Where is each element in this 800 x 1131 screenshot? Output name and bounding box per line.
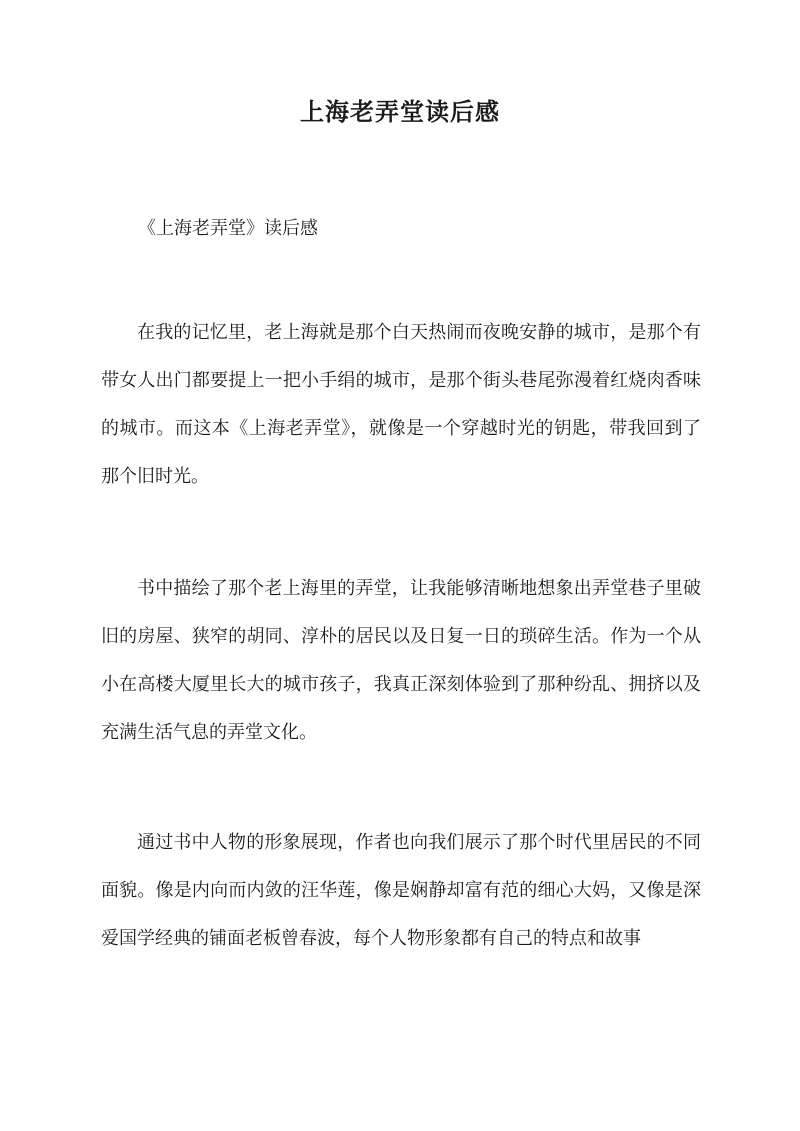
paragraph-1: 在我的记忆里，老上海就是那个白天热闹而夜晚安静的城市，是那个有带女人出门都要提上一把小手绢的城市，是那个街头巷尾弥漫着红烧肉香味的城市。而这本《上海老弄堂》，就像是一个穿越时光的钥匙，带我回到了那个旧时光。: [101, 322, 701, 487]
paragraph-3: 通过书中人物的形象展现，作者也向我们展示了那个时代里居民的不同面貌。像是内向而内敛的汪华莲，像是娴静却富有范的细心大妈，又像是深爱国学经典的铺面老板曾春波，每个人物形象都有自己的特点和故事: [101, 832, 701, 949]
document-subtitle: 《上海老弄堂》读后感: [138, 218, 318, 239]
paragraph-2: 书中描绘了那个老上海里的弄堂，让我能够清晰地想象出弄堂巷子里破旧的房屋、狭窄的胡同、淳朴的居民以及日复一日的琐碎生活。作为一个从小在高楼大厦里长大的城市孩子，我真正深刻体验到了那种纷乱、拥挤以及充满生活气息的弄堂文化。: [101, 578, 701, 743]
document-title: 上海老弄堂读后感: [300, 97, 500, 126]
